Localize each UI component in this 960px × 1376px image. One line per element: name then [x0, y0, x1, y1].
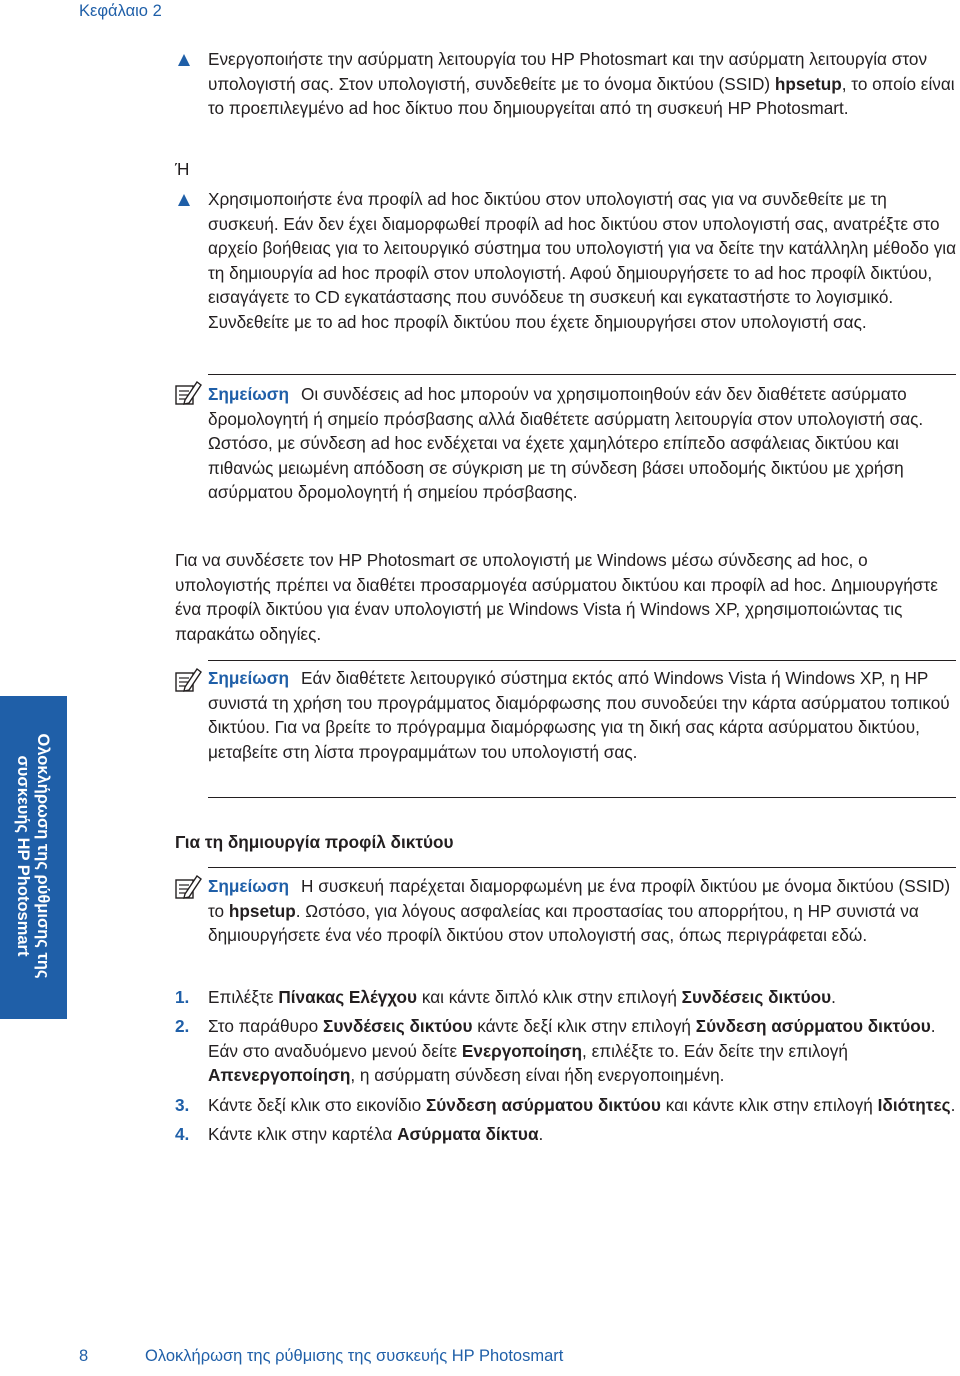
step-text: Επιλέξτε [208, 987, 279, 1007]
ui-term: Πίνακας Ελέγχου [278, 987, 418, 1007]
bullet-triangle-icon [178, 194, 190, 206]
ui-term: Σύνδεση ασύρματου δικτύου [425, 1094, 661, 1115]
ui-term: Ιδιότητες [877, 1094, 951, 1115]
note-divider [208, 867, 956, 868]
ui-term: Ασύρματα δίκτυα [397, 1123, 539, 1144]
ui-term: Ενεργοποίηση [461, 1040, 583, 1061]
step-number: 2. [175, 1016, 190, 1037]
section-heading: Για τη δημιουργία προφίλ δικτύου [175, 832, 454, 852]
note-icon [175, 667, 203, 693]
step-text: . [950, 1094, 956, 1115]
ui-term: Συνδέσεις δικτύου [323, 1016, 473, 1037]
or-label: Ή [175, 159, 190, 179]
note-1: Σημείωση Οι συνδέσεις ad hoc μπορούν να χρησιμοποιηθούν εάν δεν διαθέτετε ασύρματο δρομολογητή ή σημείο πρόσβασης αλλά διαθέτετε ασύρματη λειτουργία στον υπολογιστή σας. Ωστόσο, με σύνδεση ad hoc ενδέχεται να έχετε χαμηλότερο επίπεδο ασφάλειας δικτύου και πιθανώς μειωμένη απόδοση σε σύγκριση με τη σύνδεση βάσει υποδομής δικτύου με χρήση ασύρματου δρομολογητή ή σημείου πρόσβασης. [208, 384, 924, 503]
note-3: Σημείωση Η συσκευή παρέχεται διαμορφωμένη με ένα προφίλ δικτύου με όνομα δικτύου (SSID) το hpsetup. Ωστόσο, για λόγους ασφαλείας και προστασίας του απορρήτου, η HP συνιστά να δημιουργήσετε ένα νέο προφίλ δικτύου στον υπολογιστή σας, όπως περιγράφεται εδώ. [208, 876, 951, 946]
body-paragraph: Για να συνδέσετε τον HP Photosmart σε υπολογιστή με Windows μέσω σύνδεσης ad hoc, ο υπολογιστής πρέπει να διαθέτει προσαρμογέα ασύρματου δικτύου και προφίλ ad hoc. Δημιουργήστε ένα προφίλ δικτύου για έναν υπολογιστή με Windows Vista ή Windows XP, χρησιμοποιώντας τις παρακάτω οδηγίες. [175, 550, 938, 644]
chapter-header: Κεφάλαιο 2 [79, 2, 162, 20]
step-item [175, 985, 960, 1010]
step-text: και κάντε κλικ στην επιλογή [660, 1094, 878, 1115]
step-text: κάντε δεξί κλικ στην επιλογή [472, 1016, 696, 1037]
note-divider [208, 797, 956, 798]
ui-term: Απενεργοποίηση [208, 1065, 351, 1086]
note-icon [175, 380, 203, 406]
footer-title: Ολοκλήρωση της ρύθμισης της συσκευής HP Photosmart [145, 1347, 564, 1365]
side-tab-label: Ολοκλήρωση της ρύθμισης της συσκευής HP Photosmart [14, 733, 52, 979]
step-item [175, 1093, 960, 1118]
bullet-item-2: Χρησιμοποιήστε ένα προφίλ ad hoc δικτύου στον υπολογιστή σας για να συνδεθείτε με τη συσκευή. Εάν δεν έχει διαμορφωθεί προφίλ ad hoc δικτύου στον υπολογιστή σας, ανατρέξτε στο αρχείο βοήθειας για το λειτουργικό σύστημα του υπολογιστή για να δείτε την κατάλληλη μέθοδο για τη δημιουργία ad hoc προφίλ στον υπολογιστή. Αφού δημιουργήσετε το ad hoc προφίλ δικτύου, εισαγάγετε το CD εγκατάστασης που συνόδευε τη συσκευή και εγκαταστήστε το λογισμικό. Συνδεθείτε με το ad hoc προφίλ δικτύου που έχετε δημιουργήσει στον υπολογιστή σας. [208, 189, 957, 332]
step-text: , επιλέξτε το. Εάν δείτε την επιλογή [582, 1040, 848, 1061]
ui-term: Συνδέσεις δικτύου [681, 987, 832, 1007]
step-text: . [831, 987, 836, 1007]
step-item [175, 1014, 960, 1088]
step-text: . Εάν στο αναδυόμενο μενού δείτε [208, 1016, 936, 1061]
step-text: και κάντε διπλό κλικ στην επιλογή [417, 987, 682, 1007]
step-text: , η ασύρματη σύνδεση είναι ήδη ενεργοποιημένη. [350, 1065, 725, 1086]
note-divider [208, 374, 956, 375]
step-number: 1. [175, 987, 190, 1007]
side-tab [0, 696, 67, 1019]
step-number: 4. [175, 1123, 190, 1144]
steps-list [175, 985, 960, 1151]
step-text: Στο παράθυρο [208, 1016, 324, 1037]
bullet-triangle-icon [178, 54, 190, 66]
note-divider [208, 660, 956, 661]
page-number: 8 [79, 1347, 89, 1365]
step-text: . [538, 1123, 544, 1144]
step-text: Κάντε δεξί κλικ στο εικονίδιο [208, 1094, 426, 1115]
bullet-item-1: Ενεργοποιήστε την ασύρματη λειτουργία του HP Photosmart και την ασύρματη λειτουργία στον υπολογιστή σας. Στον υπολογιστή, συνδεθείτε με το όνομα δικτύου (SSID) hpsetup, το οποίο είναι το προεπιλεγμένο ad hoc δίκτυο που δημιουργείται από τη συσκευή HP Photosmart. [208, 49, 955, 119]
ui-term: Σύνδεση ασύρματου δικτύου [695, 1016, 931, 1037]
note-2: Σημείωση Εάν διαθέτετε λειτουργικό σύστημα εκτός από Windows Vista ή Windows XP, η HP συνιστά τη χρήση του προγράμματος διαμόρφωσης που συνοδεύει την κάρτα ασύρματου τοπικού δικτύου. Για να βρείτε το πρόγραμμα διαμόρφωσης για τη δική σας κάρτα ασύρματου δικτύου, μεταβείτε στη λίστα προγραμμάτων του υπολογιστή σας. [208, 668, 950, 762]
step-text: Κάντε κλικ στην καρτέλα [208, 1123, 398, 1144]
step-number: 3. [175, 1094, 190, 1115]
step-item [175, 1122, 960, 1147]
note-icon [175, 874, 203, 900]
